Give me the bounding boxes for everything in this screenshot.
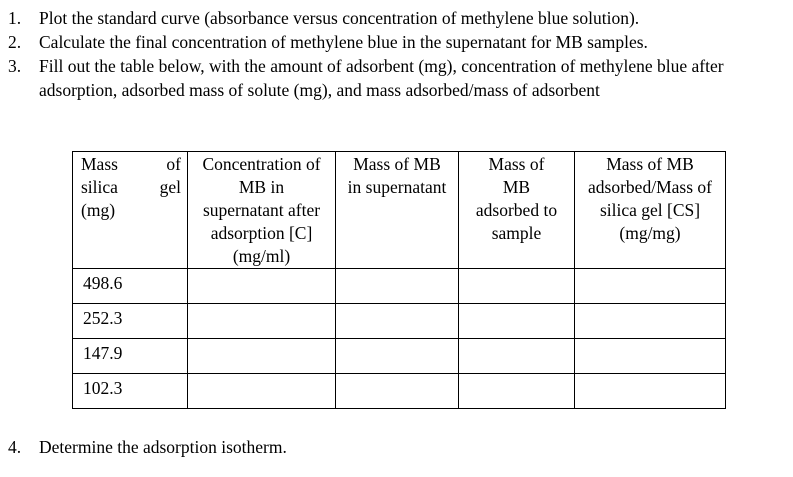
table-row [73,269,726,304]
table-header-row [73,152,726,269]
header-text: Concentration of MB in supernatant after adsorption [C] (mg/ml) [202,154,321,266]
instruction-text: Calculate the final concentration of methylene blue in the supernatant for MB samples. [39,32,648,52]
instruction-item-4 [8,435,287,459]
header-text: of [166,154,181,174]
empty-cell [575,269,726,304]
mass-cell [73,374,188,409]
instruction-text: Plot the standard curve (absorbance versus concentration of methylene blue solution). [39,8,640,28]
mass-value: 102.3 [83,378,123,398]
instruction-text: Fill out the table below, with the amount of adsorbent (mg), concentration of methylene blue after adsorption, adsorbed mass of solute (mg), and mass adsorbed/mass of adsorbent [39,56,724,100]
table-row [73,304,726,339]
mass-cell [73,269,188,304]
header-text: Mass of MB adsorbed to sample [475,154,558,243]
header-text: Mass of MB in supernatant [347,154,447,197]
adsorption-data-table [72,151,726,409]
header-mass-mb-adsorbed [459,152,575,269]
header-text: Mass of MB adsorbed/Mass of silica gel [CS] (mg/mg) [588,154,712,243]
empty-cell [188,269,336,304]
empty-cell [188,374,336,409]
mass-value: 147.9 [83,343,123,363]
instruction-number: 4. [8,437,22,457]
table-row [73,339,726,374]
mass-cell [73,304,188,339]
table-row [73,374,726,409]
header-text: (mg) [81,200,116,220]
instruction-number: 3. [8,56,22,76]
empty-cell [575,374,726,409]
instruction-item-1 [8,6,793,30]
instruction-text: Determine the adsorption isotherm. [39,437,287,457]
empty-cell [459,339,575,374]
mass-value: 252.3 [83,308,123,328]
empty-cell [188,304,336,339]
mass-cell [73,339,188,374]
header-text: gel [159,177,181,197]
instruction-number: 1. [8,8,22,28]
header-mass-silica-gel [73,152,188,269]
empty-cell [188,339,336,374]
header-mass-mb-supernatant [336,152,459,269]
instruction-item-3 [8,54,793,102]
header-text: Mass [81,154,118,174]
empty-cell [459,374,575,409]
empty-cell [575,339,726,374]
header-text: silica [81,177,118,197]
instruction-list [8,6,793,102]
empty-cell [336,269,459,304]
instruction-number: 2. [8,32,22,52]
empty-cell [336,304,459,339]
empty-cell [459,269,575,304]
header-mass-ratio [575,152,726,269]
mass-value: 498.6 [83,273,123,293]
empty-cell [575,304,726,339]
instruction-item-2 [8,30,793,54]
empty-cell [459,304,575,339]
header-concentration [188,152,336,269]
empty-cell [336,339,459,374]
empty-cell [336,374,459,409]
